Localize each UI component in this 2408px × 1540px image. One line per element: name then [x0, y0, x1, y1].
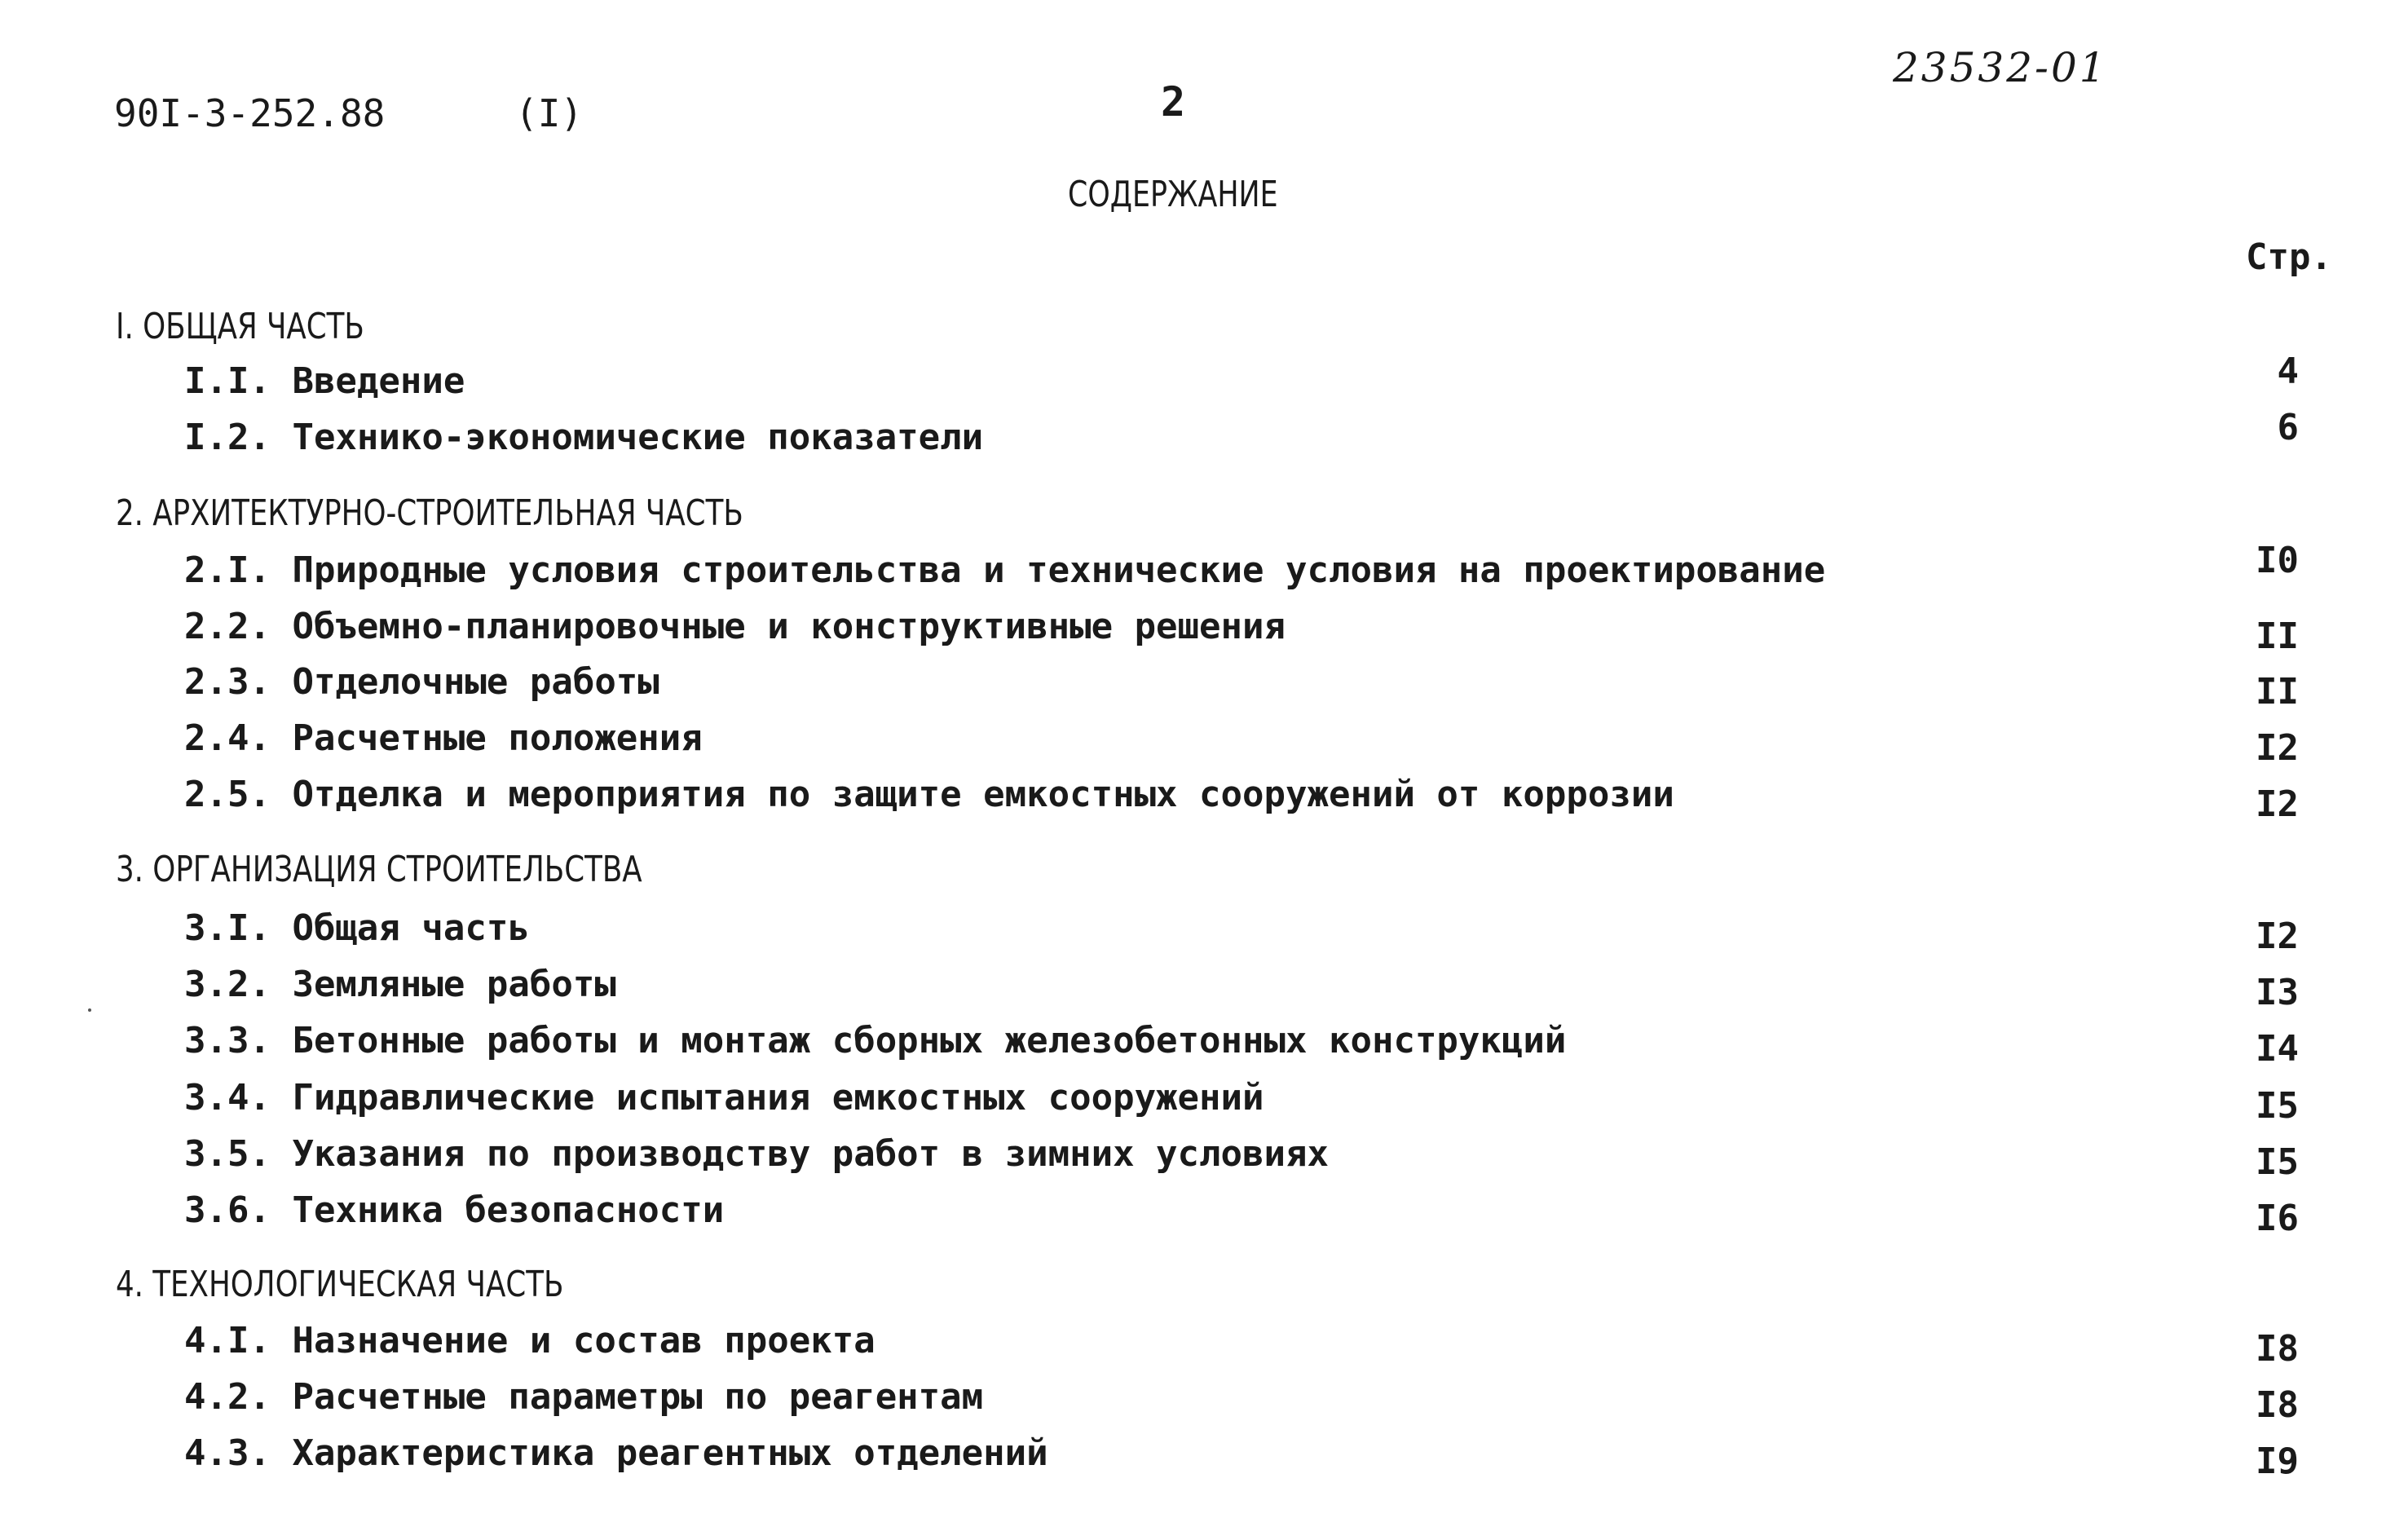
handwritten-note: 23532-01 [1893, 44, 2108, 91]
page-title: СОДЕРЖАНИЕ [1068, 174, 1278, 215]
toc-item: 3.4. Гидравлические испытания емкостных сооружений [184, 1077, 1264, 1119]
toc-item-page: I9 [2256, 1441, 2299, 1482]
toc-item-page: 6 [2277, 407, 2299, 448]
toc-item: 3.5. Указания по производству работ в зимних условиях [184, 1133, 1329, 1175]
toc-item-page: I3 [2256, 972, 2299, 1013]
page-column-label: Стр. [2246, 236, 2332, 278]
toc-item: 2.2. Объемно-планировочные и конструктивные решения [184, 606, 1286, 647]
toc-item: 4.I. Назначение и состав проекта [184, 1320, 875, 1361]
sheet-mark: (I) [515, 91, 584, 135]
toc-item: 4.2. Расчетные параметры по реагентам [184, 1376, 984, 1418]
toc-item-page: I5 [2256, 1141, 2299, 1183]
toc-item: 3.2. Земляные работы [184, 964, 616, 1005]
toc-item-page: I2 [2256, 916, 2299, 957]
toc-item-page: I4 [2256, 1028, 2299, 1070]
toc-item: 4.3. Характеристика реагентных отделений [184, 1432, 1048, 1474]
document-code: 90I-3-252.88 [114, 91, 386, 135]
toc-item-page: II [2256, 616, 2299, 657]
toc-item: 2.3. Отделочные работы [184, 661, 659, 703]
toc-item-page: I0 [2256, 540, 2299, 581]
toc-item-page: I8 [2256, 1328, 2299, 1370]
section-title: I. ОБЩАЯ ЧАСТЬ [116, 306, 364, 347]
section-title: 2. АРХИТЕКТУРНО-СТРОИТЕЛЬНАЯ ЧАСТЬ [116, 492, 743, 534]
toc-item-page: I8 [2256, 1384, 2299, 1426]
page-number: 2 [1161, 78, 1186, 126]
toc-item: 2.5. Отделка и мероприятия по защите емкостных сооружений от коррозии [184, 774, 1674, 815]
toc-item: I.2. Технико-экономические показатели [184, 417, 984, 458]
toc-item-page: I6 [2256, 1198, 2299, 1239]
toc-item-page: I5 [2256, 1085, 2299, 1127]
scan-speck [88, 1008, 91, 1012]
section-title: 3. ОРГАНИЗАЦИЯ СТРОИТЕЛЬСТВА [116, 849, 642, 890]
toc-item-page: 4 [2277, 351, 2299, 392]
toc-item: 3.I. Общая часть [184, 907, 530, 949]
toc-item: 2.4. Расчетные положения [184, 717, 703, 759]
toc-item: I.I. Введение [184, 360, 465, 402]
section-title: 4. ТЕХНОЛОГИЧЕСКАЯ ЧАСТЬ [116, 1264, 564, 1305]
toc-item-page: I2 [2256, 727, 2299, 769]
toc-item: 3.6. Техника безопасности [184, 1189, 725, 1231]
toc-item-page: I2 [2256, 783, 2299, 825]
toc-item: 3.3. Бетонные работы и монтаж сборных железобетонных конструкций [184, 1020, 1567, 1061]
toc-item: 2.I. Природные условия строительства и технические условия на проектирование [184, 549, 1826, 591]
toc-item-page: II [2256, 671, 2299, 713]
